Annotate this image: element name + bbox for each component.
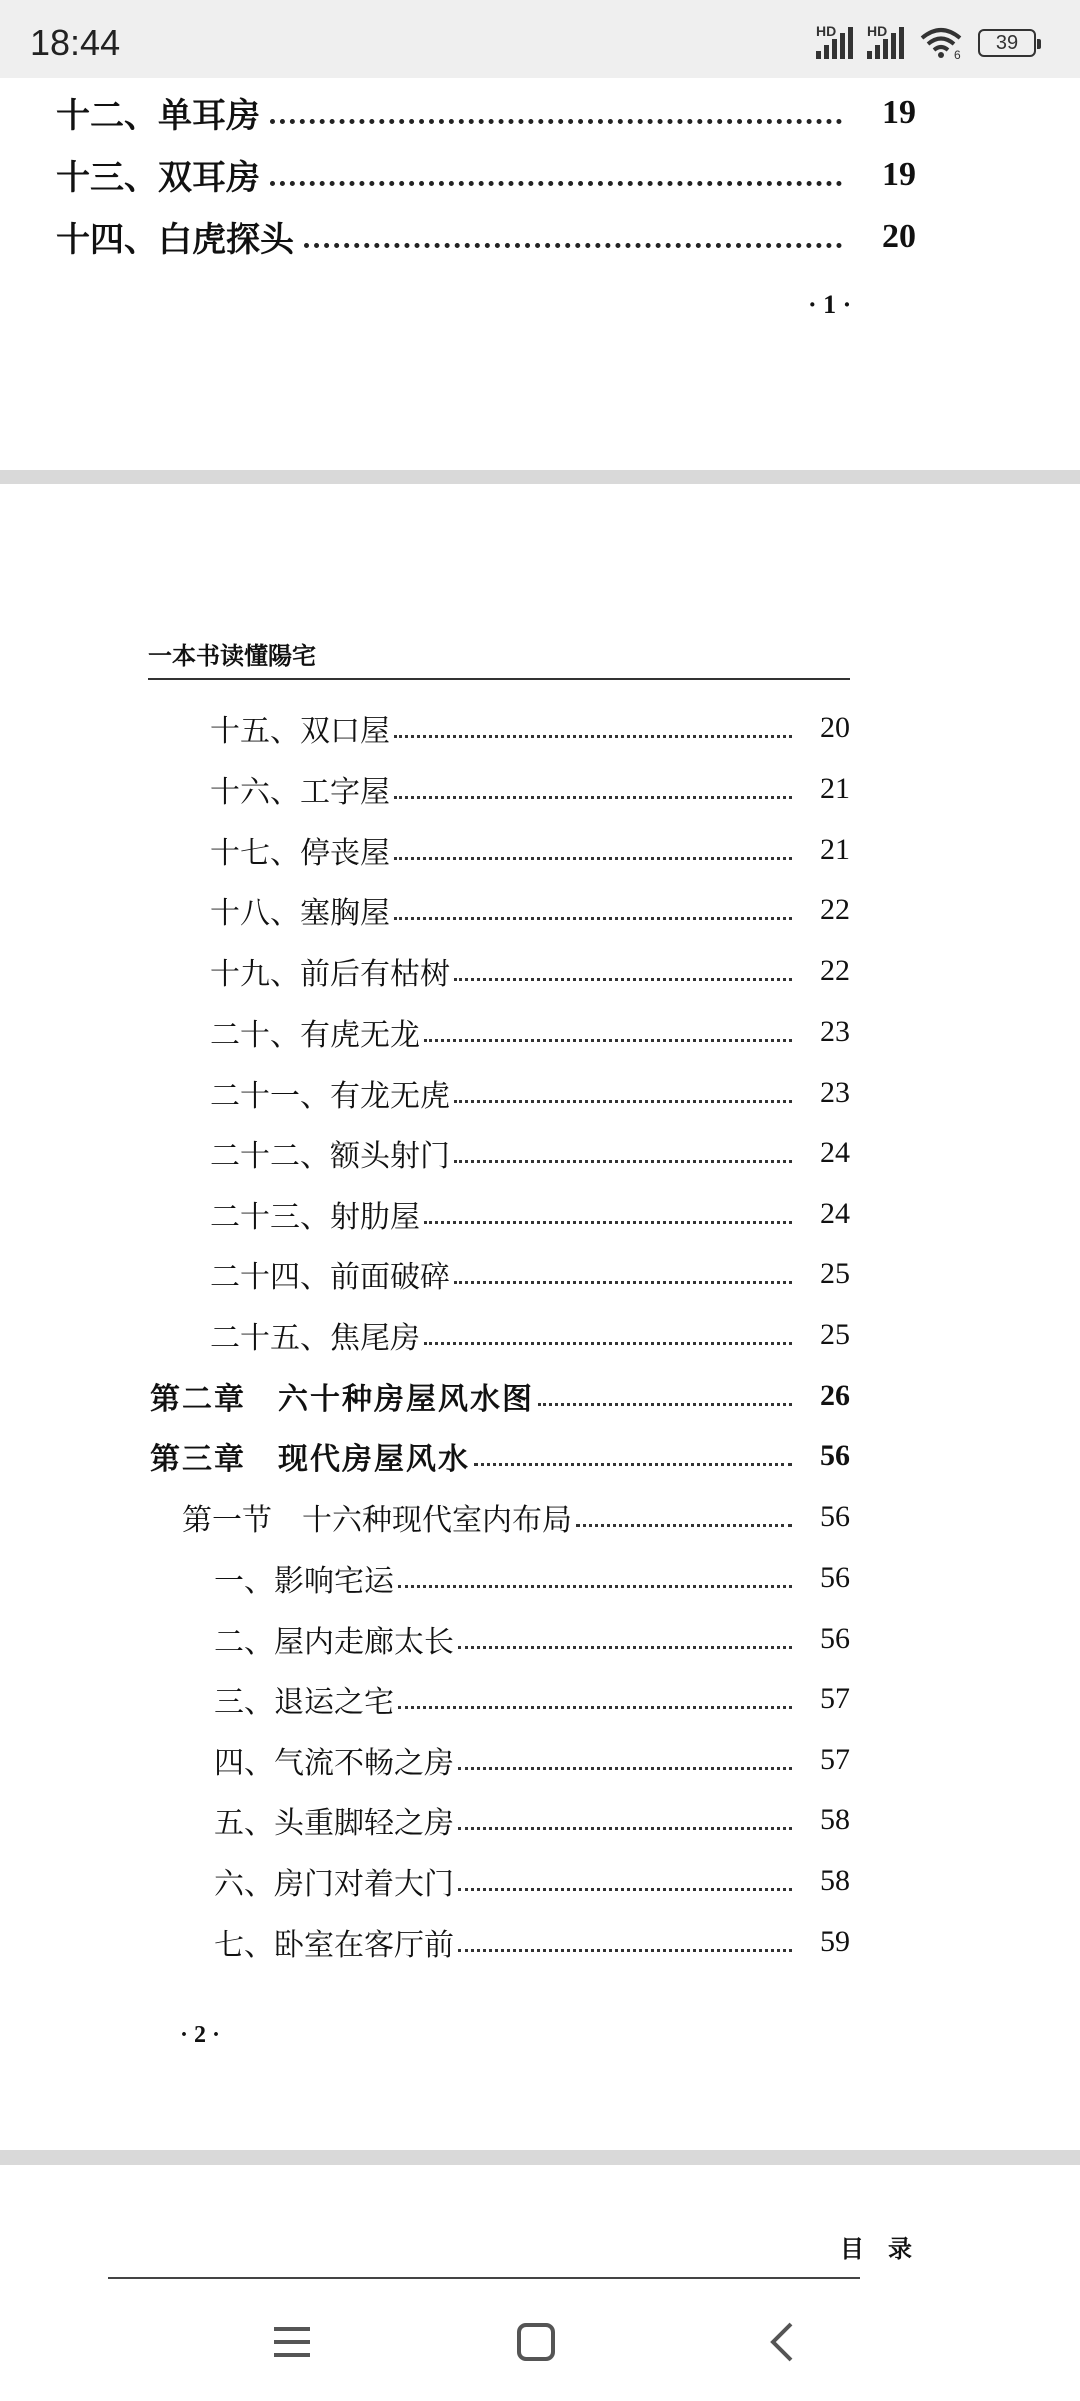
toc-entry-label: 二十五、焦尾房 (210, 1321, 420, 1356)
leader-dots (394, 780, 792, 799)
toc-entry[interactable] (210, 888, 850, 932)
home-square-icon (516, 2322, 556, 2362)
leader-dots (538, 1387, 792, 1406)
leader-dots (458, 1751, 792, 1770)
toc-entry-label: 十五、双口屋 (210, 714, 390, 749)
leader-dots (424, 1205, 792, 1224)
toc-entry-label: 六、房门对着大门 (214, 1867, 454, 1902)
leader-dots (394, 841, 792, 860)
hd-label: HD (867, 23, 888, 39)
toc-entry[interactable] (214, 1859, 850, 1903)
leader-dots (398, 1690, 792, 1709)
toc-entry-label: 二十一、有龙无虎 (210, 1079, 450, 1114)
toc-entry-label: 第二章 六十种房屋风水图 (150, 1382, 534, 1417)
toc-entry-page: 22 (820, 893, 850, 926)
leader-dots (270, 101, 842, 124)
navigation-bar (0, 2282, 1080, 2401)
back-chevron-icon (767, 2320, 797, 2364)
toc-entry[interactable] (214, 1920, 850, 1964)
toc-entry-page: 25 (820, 1257, 850, 1290)
page-number: · 2 · (180, 2022, 221, 2048)
toc-entry-label: 十九、前后有枯树 (210, 957, 450, 992)
toc-entry-label: 十七、停丧屋 (210, 836, 390, 871)
status-time: 18:44 (30, 22, 121, 63)
toc-entry[interactable] (56, 212, 916, 261)
toc-entry-page: 20 (882, 217, 916, 255)
toc-entry-page: 56 (820, 1622, 850, 1655)
leader-dots (458, 1933, 792, 1952)
leader-dots (454, 1265, 792, 1284)
toc-entry[interactable] (210, 1313, 850, 1357)
toc-entry-label: 十八、塞胸屋 (210, 896, 390, 931)
toc-entry[interactable] (210, 1010, 850, 1054)
back-button[interactable] (752, 2312, 812, 2372)
page-number: · 1 · (808, 290, 852, 319)
toc-entry[interactable] (210, 1131, 850, 1175)
toc-entry[interactable] (214, 1617, 850, 1661)
status-icons (816, 23, 1036, 60)
leader-dots (394, 719, 792, 738)
toc-entry-page: 25 (820, 1318, 850, 1351)
leader-dots (458, 1630, 792, 1649)
toc-entry-page: 57 (820, 1743, 850, 1776)
leader-dots (424, 1326, 792, 1345)
toc-entry-page: 56 (820, 1500, 850, 1533)
toc-entry-page: 57 (820, 1682, 850, 1715)
toc-entry-label: 二十二、额头射门 (210, 1139, 450, 1174)
toc-entry[interactable] (210, 706, 850, 750)
header-rule (108, 2277, 860, 2279)
toc-entry-label: 四、气流不畅之房 (214, 1746, 454, 1781)
toc-entry[interactable] (56, 88, 916, 137)
leader-dots (394, 901, 792, 920)
hd-label: HD (816, 23, 837, 39)
leader-dots (458, 1811, 792, 1830)
battery-icon (978, 29, 1036, 57)
toc-entry[interactable] (214, 1798, 850, 1842)
toc-entry[interactable] (214, 1556, 850, 1600)
header-rule (148, 678, 850, 680)
toc-entry-label: 二十、有虎无龙 (210, 1018, 420, 1053)
toc-entry-page: 24 (820, 1136, 850, 1169)
toc-entry-label: 第一节 十六种现代室内布局 (182, 1503, 572, 1538)
toc-entry[interactable] (210, 828, 850, 872)
toc-entry[interactable] (210, 767, 850, 811)
toc-entry-page: 56 (820, 1561, 850, 1594)
toc-entry-page: 21 (820, 833, 850, 866)
toc-entry[interactable] (210, 1252, 850, 1296)
leader-dots (474, 1447, 792, 1466)
toc-entry-page: 59 (820, 1925, 850, 1958)
leader-dots (454, 1084, 792, 1103)
running-header: 一本书读懂陽宅 (148, 641, 316, 670)
toc-chapter[interactable] (150, 1434, 850, 1478)
toc-entry-label: 十六、工字屋 (210, 775, 390, 810)
leader-dots (304, 225, 842, 248)
toc-entry-page: 24 (820, 1197, 850, 1230)
toc-chapter[interactable] (150, 1374, 850, 1418)
toc-entry[interactable] (214, 1677, 850, 1721)
toc-entry-page: 58 (820, 1803, 850, 1836)
document-page-2 (0, 484, 1080, 2150)
toc-entry-label: 十三、双耳房 (56, 158, 260, 198)
leader-dots (424, 1023, 792, 1042)
status-bar (0, 0, 1080, 78)
toc-entry-label: 五、头重脚轻之房 (214, 1806, 454, 1841)
toc-entry-page: 58 (820, 1864, 850, 1897)
toc-entry-page: 21 (820, 772, 850, 805)
toc-entry-page: 26 (820, 1379, 850, 1412)
toc-entry-label: 十四、白虎探头 (56, 220, 294, 260)
leader-dots (270, 163, 842, 186)
toc-entry-page: 23 (820, 1076, 850, 1109)
leader-dots (454, 1144, 792, 1163)
toc-entry-label: 十二、单耳房 (56, 96, 260, 136)
running-header: 目 录 (840, 2234, 912, 2263)
menu-button[interactable] (262, 2312, 322, 2372)
cell-signal-1-icon (816, 23, 853, 59)
wifi-sub-label: 6 (954, 48, 961, 60)
leader-dots (398, 1569, 792, 1588)
toc-entry-label: 二、屋内走廊太长 (214, 1625, 454, 1660)
wifi-icon (918, 26, 964, 60)
toc-entry-label: 三、退运之宅 (214, 1685, 394, 1720)
toc-entry-page: 20 (820, 711, 850, 744)
toc-entry-label: 一、影响宅运 (214, 1564, 394, 1599)
toc-entry-label: 二十四、前面破碎 (210, 1260, 450, 1295)
toc-entry[interactable] (210, 1192, 850, 1236)
document-page-1 (0, 78, 1080, 470)
battery-level: 39 (995, 31, 1019, 54)
leader-dots (576, 1508, 792, 1527)
toc-entry-page: 23 (820, 1015, 850, 1048)
toc-entry-page: 22 (820, 954, 850, 987)
toc-entry[interactable] (210, 949, 850, 993)
toc-entry-page: 19 (882, 93, 916, 131)
toc-entry[interactable] (210, 1071, 850, 1115)
menu-icon (272, 2324, 312, 2360)
toc-entry-label: 第三章 现代房屋风水 (150, 1442, 470, 1477)
home-button[interactable] (506, 2312, 566, 2372)
cell-signal-2-icon (867, 23, 904, 59)
toc-entry-page: 56 (820, 1439, 850, 1472)
toc-entry[interactable] (56, 150, 916, 199)
leader-dots (454, 962, 792, 981)
toc-entry-label: 二十三、射肋屋 (210, 1200, 420, 1235)
toc-entry[interactable] (214, 1738, 850, 1782)
toc-section[interactable] (182, 1495, 850, 1539)
leader-dots (458, 1872, 792, 1891)
toc-entry-page: 19 (882, 155, 916, 193)
toc-entry-label: 七、卧室在客厅前 (214, 1928, 454, 1963)
